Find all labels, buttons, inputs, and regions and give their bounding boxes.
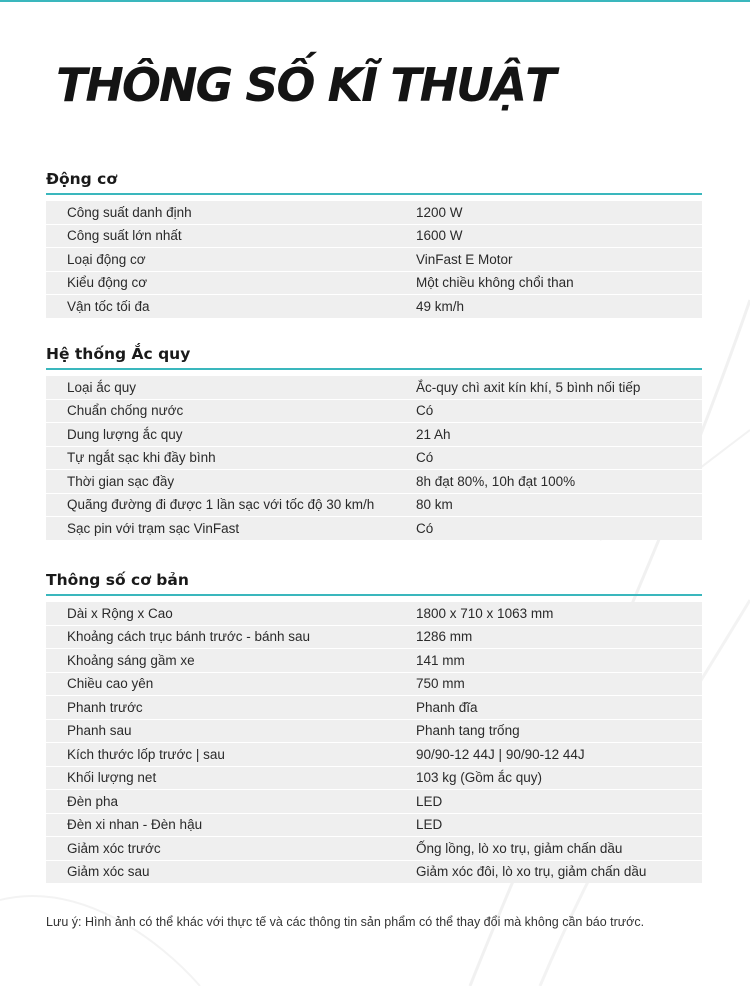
spec-value: 80 km <box>416 497 453 513</box>
spec-value: 1286 mm <box>416 629 473 645</box>
spec-value: Giảm xóc đôi, lò xo trụ, giảm chấn dầu <box>416 864 647 880</box>
spec-label: Loại ắc quy <box>67 379 137 395</box>
spec-value: 1800 x 710 x 1063 mm <box>416 605 554 621</box>
table-row <box>46 720 702 744</box>
section-heading: Động cơ <box>46 170 117 188</box>
spec-value: Ắc-quy chì axit kín khí, 5 bình nối tiếp <box>416 379 641 395</box>
spec-label: Đèn pha <box>67 793 119 809</box>
section-heading: Hệ thống Ắc quy <box>46 345 191 363</box>
table-row <box>46 767 702 791</box>
table-row <box>46 400 702 424</box>
table-row <box>46 649 702 673</box>
table-row <box>46 201 702 225</box>
table-row <box>46 248 702 272</box>
spec-value: Phanh đĩa <box>416 699 478 715</box>
spec-table <box>46 201 702 318</box>
spec-value: 49 km/h <box>416 298 465 314</box>
spec-value: VinFast E Motor <box>416 251 513 267</box>
table-row <box>46 295 702 318</box>
table-row <box>46 272 702 296</box>
table-row <box>46 837 702 861</box>
table-row <box>46 423 702 447</box>
spec-label: Công suất danh định <box>67 204 192 220</box>
section-divider <box>46 368 702 370</box>
spec-label: Chiều cao yên <box>67 676 154 692</box>
spec-label: Khối lượng net <box>67 770 157 786</box>
spec-value: Có <box>416 403 434 419</box>
spec-value: Có <box>416 520 434 536</box>
spec-label: Dài x Rộng x Cao <box>67 605 173 621</box>
spec-value: LED <box>416 793 443 809</box>
section-basic-specs <box>46 569 702 883</box>
disclaimer-note: Lưu ý: Hình ảnh có thể khác với thực tế và các thông tin sản phẩm có thể thay đổi mà không cần báo trước. <box>46 915 645 929</box>
table-row <box>46 626 702 650</box>
spec-value: 1200 W <box>416 204 463 220</box>
table-row <box>46 696 702 720</box>
spec-label: Quãng đường đi được 1 lần sạc với tốc độ 30 km/h <box>67 497 375 513</box>
table-row <box>46 447 702 471</box>
table-row <box>46 517 702 540</box>
spec-label: Giảm xóc trước <box>67 840 161 856</box>
spec-label: Phanh trước <box>67 699 143 715</box>
table-row <box>46 743 702 767</box>
spec-value: 90/90-12 44J | 90/90-12 44J <box>416 746 585 762</box>
spec-value: LED <box>416 817 443 833</box>
spec-value: Ống lồng, lò xo trụ, giảm chấn dầu <box>416 840 623 856</box>
table-row <box>46 225 702 249</box>
spec-value: Có <box>416 450 434 466</box>
section-divider <box>46 193 702 195</box>
spec-label: Tự ngắt sạc khi đầy bình <box>67 450 216 466</box>
spec-value: 141 mm <box>416 652 465 668</box>
spec-table <box>46 602 702 883</box>
spec-label: Thời gian sạc đầy <box>67 473 175 489</box>
spec-value: Phanh tang trống <box>416 723 520 739</box>
spec-label: Công suất lớn nhất <box>67 228 182 244</box>
spec-label: Phanh sau <box>67 723 132 739</box>
spec-label: Khoảng cách trục bánh trước - bánh sau <box>67 629 311 645</box>
spec-value: 1600 W <box>416 228 463 244</box>
section-engine <box>46 168 702 318</box>
spec-value: Một chiều không chổi than <box>416 275 574 291</box>
top-accent-line <box>0 0 750 2</box>
table-row <box>46 494 702 518</box>
table-row <box>46 602 702 626</box>
spec-value: 8h đạt 80%, 10h đạt 100% <box>416 473 576 489</box>
section-heading: Thông số cơ bản <box>46 571 189 589</box>
table-row <box>46 673 702 697</box>
spec-label: Kích thước lốp trước | sau <box>67 746 225 762</box>
table-row <box>46 861 702 884</box>
section-battery <box>46 343 702 540</box>
spec-value: 21 Ah <box>416 426 451 442</box>
spec-label: Đèn xi nhan - Đèn hậu <box>67 817 203 833</box>
spec-label: Vận tốc tối đa <box>67 298 150 314</box>
table-row <box>46 814 702 838</box>
section-divider <box>46 594 702 596</box>
spec-label: Sạc pin với trạm sạc VinFast <box>67 520 240 536</box>
spec-label: Dung lượng ắc quy <box>67 426 183 442</box>
table-row <box>46 470 702 494</box>
table-row <box>46 376 702 400</box>
table-row <box>46 790 702 814</box>
spec-label: Giảm xóc sau <box>67 864 150 880</box>
spec-label: Loại động cơ <box>67 251 146 267</box>
spec-value: 103 kg (Gồm ắc quy) <box>416 770 543 786</box>
spec-label: Khoảng sáng gầm xe <box>67 652 195 668</box>
spec-value: 750 mm <box>416 676 465 692</box>
spec-label: Chuẩn chống nước <box>67 403 184 419</box>
page-title: THÔNG SỐ KĨ THUẬT <box>56 58 555 112</box>
spec-label: Kiểu động cơ <box>67 275 148 291</box>
spec-table <box>46 376 702 540</box>
